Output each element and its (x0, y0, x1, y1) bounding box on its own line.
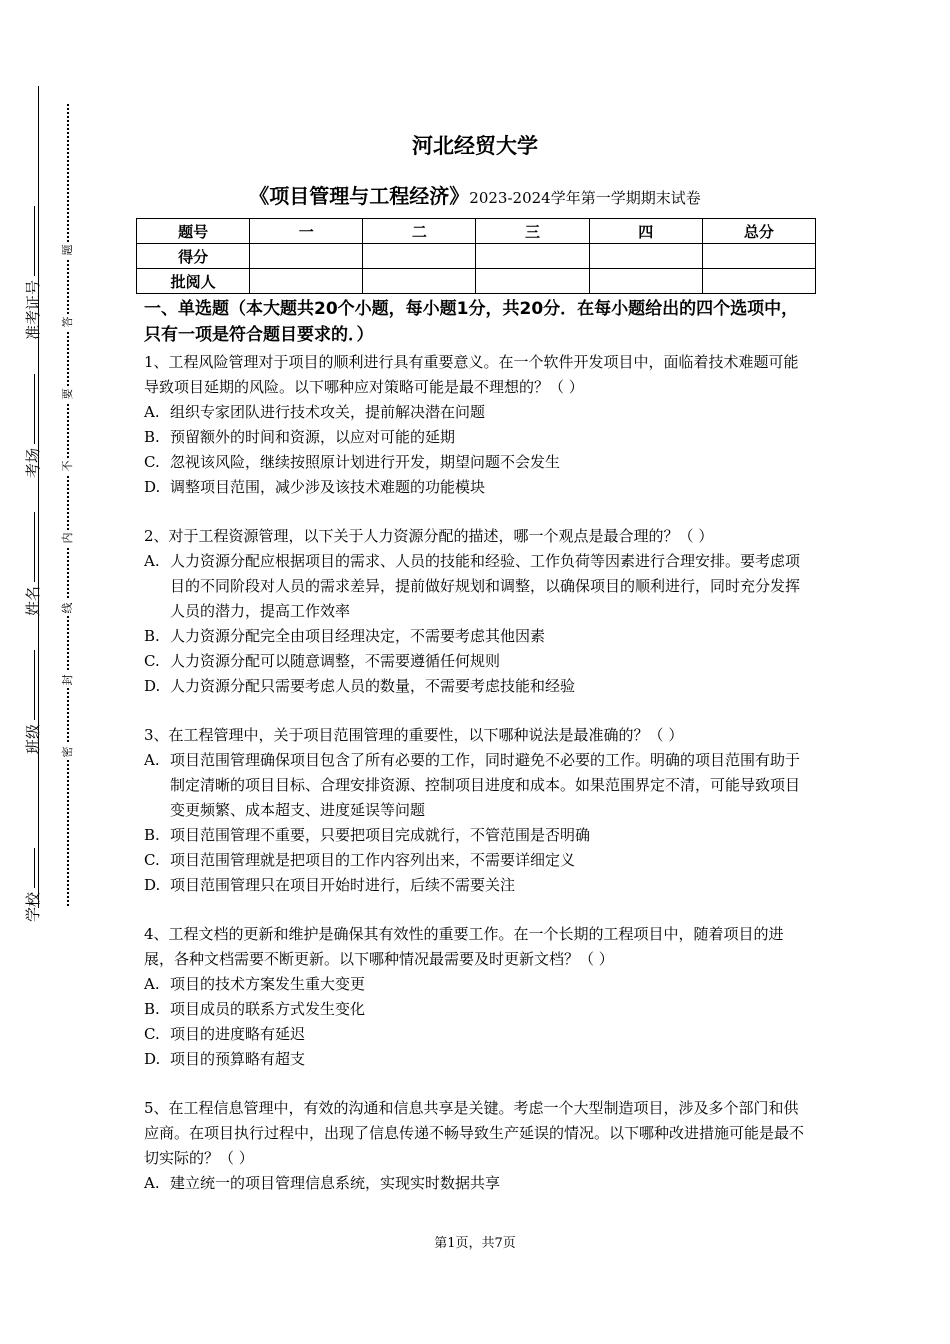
header-cell: 题号 (137, 219, 250, 244)
score-cell (476, 244, 589, 269)
score-table (136, 218, 816, 294)
option-a: A. 人力资源分配应根据项目的需求、人员的技能和经验、工作负荷等因素进行合理安排。要考虑项目的不同阶段对人员的需求差异，提前做好规划和调整，以确保项目的顺利进行，同时充分发挥人员的潜力，提高工作效率 (144, 552, 801, 620)
field-class: 班级 (22, 650, 43, 754)
question-3 (144, 723, 812, 898)
question-stem: 3、在工程管理中，关于项目范围管理的重要性，以下哪种说法是最准确的？（ ） (144, 726, 684, 744)
page-number: 第1页，共7页 (434, 1236, 516, 1251)
option-d: D. 项目的预算略有超支 (144, 1050, 306, 1068)
option-b: B. 预留额外的时间和资源，以应对可能的延期 (144, 428, 456, 446)
option-a: A. 项目范围管理确保项目包含了所有必要的工作，同时避免不必要的工作。明确的项目范围有助于制定清晰的项目目标、合理安排资源、控制项目进度和成本。如果范围界定不清，可能导致项目变更频繁、成本超支、进度延误等问题 (144, 751, 801, 819)
option-c: C. 人力资源分配可以随意调整，不需要遵循任何规则 (144, 652, 501, 670)
seal-char: 要 (60, 386, 76, 402)
binding-dotted-line (67, 104, 69, 906)
seal-char: 线 (60, 600, 76, 616)
question-stem: 5、在工程信息管理中，有效的沟通和信息共享是关键。考虑一个大型制造项目，涉及多个部门和供应商。在项目执行过程中，出现了信息传递不畅导致生产延误的情况。以下哪种改进措施可能是最不切实际的？（ ） (144, 1099, 805, 1167)
reviewer-cell (589, 269, 702, 294)
score-table-header-row (137, 219, 816, 244)
seal-char: 题 (60, 242, 76, 258)
header-cell: 总分 (702, 219, 815, 244)
question-stem: 1、工程风险管理对于项目的顺利进行具有重要意义。在一个软件开发项目中，面临着技术难题可能导致项目延期的风险。以下哪种应对策略可能是最不理想的？（ ） (144, 353, 799, 396)
exam-content (144, 296, 812, 1220)
row-label: 得分 (137, 244, 250, 269)
score-cell (589, 244, 702, 269)
option-c: C. 忽视该风险，继续按照原计划进行开发，期望问题不会发生 (144, 453, 561, 471)
field-name: 姓名 (22, 512, 43, 616)
reviewer-cell (250, 269, 363, 294)
field-school: 学校 (22, 848, 43, 922)
option-d: D. 调整项目范围，减少涉及该技术难题的功能模块 (144, 478, 486, 496)
seal-char: 封 (60, 672, 76, 688)
question-1 (144, 350, 812, 500)
option-c: C. 项目的进度略有延迟 (144, 1025, 306, 1043)
header-cell: 二 (363, 219, 476, 244)
header-cell: 三 (476, 219, 589, 244)
reviewer-cell (702, 269, 815, 294)
row-label: 批阅人 (137, 269, 250, 294)
term-title: 2023-2024学年第一学期期末试卷 (469, 189, 701, 207)
option-b: B. 项目成员的联系方式发生变化 (144, 1000, 366, 1018)
option-d: D. 项目范围管理只在项目开始时进行，后续不需要关注 (144, 876, 516, 894)
exam-title (0, 180, 950, 209)
option-a: A. 项目的技术方案发生重大变更 (144, 975, 366, 993)
question-2 (144, 524, 812, 699)
option-a: A. 组织专家团队进行技术攻关，提前解决潜在问题 (144, 403, 486, 421)
header-cell: 一 (250, 219, 363, 244)
seal-char: 答 (60, 314, 76, 330)
field-exam-room: 考场 (22, 374, 43, 478)
score-row (137, 244, 816, 269)
option-c: C. 项目范围管理就是把项目的工作内容列出来，不需要详细定义 (144, 851, 576, 869)
section-heading: 一、单选题（本大题共20个小题，每小题1分，共20分．在每小题给出的四个选项中，只有一项是符合题目要求的．） (144, 299, 799, 345)
score-cell (250, 244, 363, 269)
score-cell (702, 244, 815, 269)
option-b: B. 项目范围管理不重要，只要把项目完成就行，不管范围是否明确 (144, 826, 591, 844)
seal-char: 不 (60, 458, 76, 474)
reviewer-row (137, 269, 816, 294)
question-stem: 4、工程文档的更新和维护是确保其有效性的重要工作。在一个长期的工程项目中，随着项目的进展，各种文档需要不断更新。以下哪种情况最需要及时更新文档？（ ） (144, 925, 784, 968)
question-stem: 2、对于工程资源管理，以下关于人力资源分配的描述，哪一个观点是最合理的？（ ） (144, 527, 714, 545)
school-name: 河北经贸大学 (412, 134, 538, 158)
reviewer-cell (363, 269, 476, 294)
header-cell: 四 (589, 219, 702, 244)
seal-char: 内 (60, 530, 76, 546)
option-b: B. 人力资源分配完全由项目经理决定，不需要考虑其他因素 (144, 627, 546, 645)
course-title: 《项目管理与工程经济》 (249, 184, 470, 208)
score-cell (363, 244, 476, 269)
option-a: A. 建立统一的项目管理信息系统，实现实时数据共享 (144, 1174, 501, 1192)
seal-char: 密 (60, 744, 76, 760)
question-5 (144, 1096, 812, 1196)
question-4 (144, 922, 812, 1072)
option-d: D. 人力资源分配只需要考虑人员的数量，不需要考虑技能和经验 (144, 677, 576, 695)
field-exam-number: 准考证号 (22, 206, 43, 340)
reviewer-cell (476, 269, 589, 294)
